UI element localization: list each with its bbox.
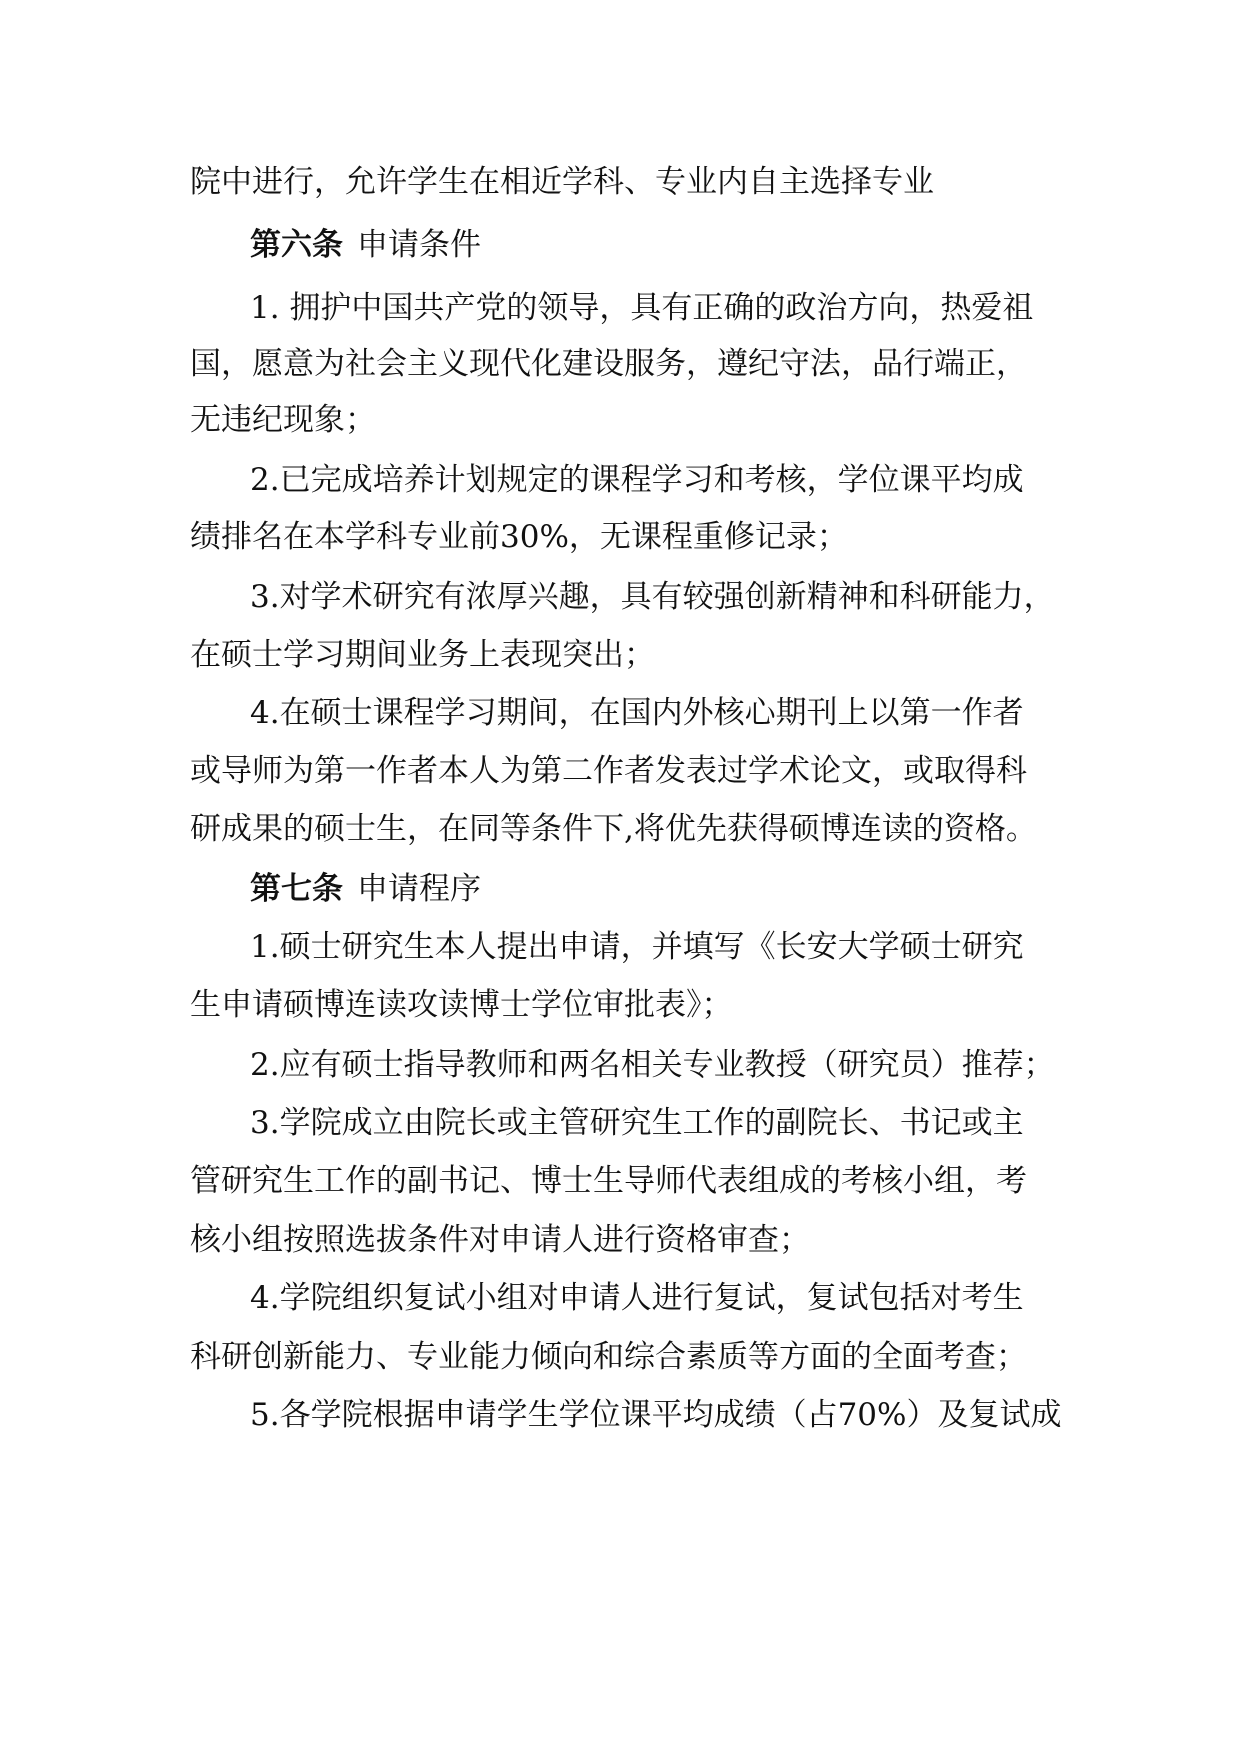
paragraph-line: 2.已完成培养计划规定的课程学习和考核，学位课平均成: [250, 462, 1024, 498]
paragraph-line: 3.对学术研究有浓厚兴趣，具有较强创新精神和科研能力，: [250, 579, 1055, 615]
paragraph-line: 或导师为第一作者本人为第二作者发表过学术论文，或取得科: [190, 753, 1027, 789]
paragraph-line: 研成果的硕士生，在同等条件下,将优先获得硕博连读的资格。: [190, 811, 1037, 847]
paragraph-line: 1.硕士研究生本人提出申请，并填写《长安大学硕士研究: [250, 929, 1024, 965]
paragraph-line: 4.在硕士课程学习期间，在国内外核心期刊上以第一作者: [250, 695, 1024, 731]
paragraph-line: 院中进行，允许学生在相近学科、专业内自主选择专业: [190, 164, 934, 200]
paragraph-line: 1. 拥护中国共产党的领导，具有正确的政治方向，热爱祖: [250, 290, 1034, 326]
paragraph-line: 在硕士学习期间业务上表现突出；: [190, 637, 655, 673]
article-7-label: 第七条: [250, 871, 343, 907]
paragraph-line: 核小组按照选拔条件对申请人进行资格审查；: [190, 1222, 810, 1258]
paragraph-line: 2.应有硕士指导教师和两名相关专业教授（研究员）推荐；: [250, 1047, 1055, 1083]
paragraph-line: 科研创新能力、专业能力倾向和综合素质等方面的全面考查；: [190, 1339, 1027, 1375]
article-6-title: 申请条件: [357, 227, 481, 263]
article-7-heading: [250, 869, 481, 909]
article-7-title: 申请程序: [357, 871, 481, 907]
paragraph-line: 无违纪现象；: [190, 402, 376, 438]
paragraph-line: 4.学院组织复试小组对申请人进行复试，复试包括对考生: [250, 1280, 1024, 1316]
article-6-label: 第六条: [250, 227, 343, 263]
paragraph-line: 管研究生工作的副书记、博士生导师代表组成的考核小组，考: [190, 1163, 1027, 1199]
article-6-heading: [250, 225, 481, 265]
paragraph-line: 5.各学院根据申请学生学位课平均成绩（占70%）及复试成: [250, 1397, 1062, 1433]
paragraph-line: 3.学院成立由院长或主管研究生工作的副院长、书记或主: [250, 1105, 1024, 1141]
paragraph-line: 国，愿意为社会主义现代化建设服务，遵纪守法，品行端正，: [190, 346, 1027, 382]
paragraph-line: 绩排名在本学科专业前30%，无课程重修记录；: [190, 519, 848, 555]
paragraph-line: 生申请硕博连读攻读博士学位审批表》；: [190, 987, 733, 1023]
